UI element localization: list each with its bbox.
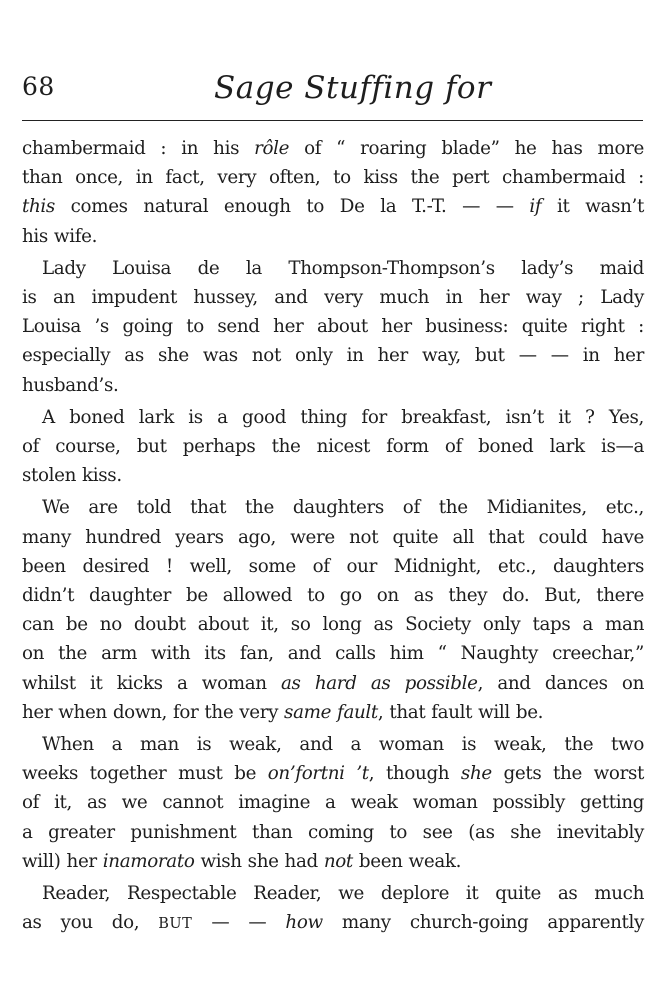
italic-text: if — [529, 196, 542, 218]
text-line — [22, 163, 644, 192]
paragraph — [22, 879, 644, 939]
text-line — [22, 581, 644, 610]
text-run: than once, in fact, very often, to kiss the pert chambermaid : — [22, 167, 644, 189]
text-line — [22, 461, 644, 490]
paragraph — [22, 493, 644, 727]
italic-text: not — [323, 850, 353, 872]
text-line — [22, 134, 644, 163]
running-title: Sage Stuffing for — [214, 70, 492, 106]
text-line — [22, 341, 644, 370]
text-run: , though — [368, 763, 461, 785]
text-line — [22, 698, 644, 727]
text-run: of “ roaring blade” he has more — [289, 138, 644, 159]
italic-text: as hard as possible — [280, 672, 478, 694]
text-run: her when down, for the very — [22, 701, 285, 723]
text-line — [22, 730, 644, 759]
text-line — [22, 192, 644, 221]
text-line — [22, 818, 644, 847]
text-run: of course, but perhaps the nicest form of boned lark is—a — [22, 436, 644, 458]
text-run: as you do, — [22, 912, 159, 934]
text-run: wish she had — [194, 850, 324, 872]
header-rule — [22, 120, 643, 121]
text-line — [22, 493, 644, 522]
italic-text: inamorato — [102, 850, 195, 872]
italic-text: she — [460, 763, 492, 785]
text-run: We are told that the daughters of the Midianites, etc., — [42, 497, 644, 519]
text-run: A boned lark is a good thing for breakfast, isn’t it ? Yes, — [42, 406, 644, 428]
text-line — [22, 222, 644, 251]
paragraph — [22, 730, 644, 876]
text-run: many church-going apparently — [322, 912, 644, 934]
text-run: will) her — [22, 850, 103, 872]
text-line — [22, 254, 644, 283]
text-run: a greater punishment than coming to see (as she inevitably — [22, 821, 644, 843]
text-run: whilst it kicks a woman — [22, 672, 281, 694]
text-line — [22, 552, 644, 581]
text-run: Lady Louisa de la Thompson-Thompson’s lady’s maid — [42, 257, 644, 279]
page-body — [22, 134, 644, 939]
text-line — [22, 371, 644, 400]
italic-text: this — [22, 196, 55, 218]
text-line — [22, 879, 644, 908]
text-run: comes natural enough to De la T.-T. — — — [54, 196, 530, 218]
text-run: been desired ! well, some of our Midnight, etc., daughters — [22, 555, 644, 577]
text-line — [22, 283, 644, 312]
text-line — [22, 312, 644, 341]
page-header — [22, 72, 642, 112]
text-run: gets the worst — [491, 763, 644, 785]
paragraph — [22, 254, 644, 400]
text-run: stolen kiss. — [22, 465, 122, 487]
text-run: his wife. — [22, 225, 98, 247]
text-line — [22, 669, 644, 698]
text-run: When a man is weak, and a woman is weak, the two — [42, 734, 644, 756]
text-run: weeks together must be — [22, 763, 268, 785]
italic-text: same fault — [284, 701, 378, 723]
text-line — [22, 908, 644, 939]
text-run: husband’s. — [22, 374, 119, 396]
text-run: on the arm with its fan, and calls him “ Naughty creechar,” — [22, 643, 644, 665]
text-run: of it, as we cannot imagine a weak woman possibly getting — [22, 792, 644, 814]
text-run: it wasn’t — [541, 196, 644, 218]
italic-text: rôle — [254, 138, 290, 159]
text-line — [22, 639, 644, 668]
text-run: Reader, Respectable Reader, we deplore it quite as much — [42, 883, 644, 905]
text-line — [22, 759, 644, 788]
paragraph — [22, 403, 644, 491]
page-number: 68 — [22, 72, 55, 101]
text-run: is an impudent hussey, and very much in her way ; Lady — [22, 287, 644, 309]
text-line — [22, 403, 644, 432]
text-line — [22, 610, 644, 639]
text-line — [22, 523, 644, 552]
text-run: Louisa ’s going to send her about her business: quite right : — [22, 316, 644, 338]
italic-text: on’fortni ’t — [267, 763, 369, 785]
paragraph — [22, 134, 644, 251]
text-run: been weak. — [352, 850, 462, 872]
text-run: — — — [192, 912, 286, 934]
text-run: , that fault will be. — [377, 701, 544, 723]
text-run: , and dances on — [477, 672, 644, 694]
text-line — [22, 788, 644, 817]
text-run: can be no doubt about it, so long as Society only taps a man — [22, 614, 644, 636]
text-run: chambermaid : in his — [22, 138, 255, 159]
text-run: didn’t daughter be allowed to go on as they do. But, there — [22, 585, 644, 607]
text-run: many hundred years ago, were not quite all that could have — [22, 526, 644, 548]
small-caps-text: BUT — [158, 916, 193, 933]
italic-text: how — [285, 912, 323, 934]
text-run: especially as she was not only in her way, but — — in her — [22, 345, 644, 367]
text-line — [22, 847, 644, 876]
text-line — [22, 432, 644, 461]
